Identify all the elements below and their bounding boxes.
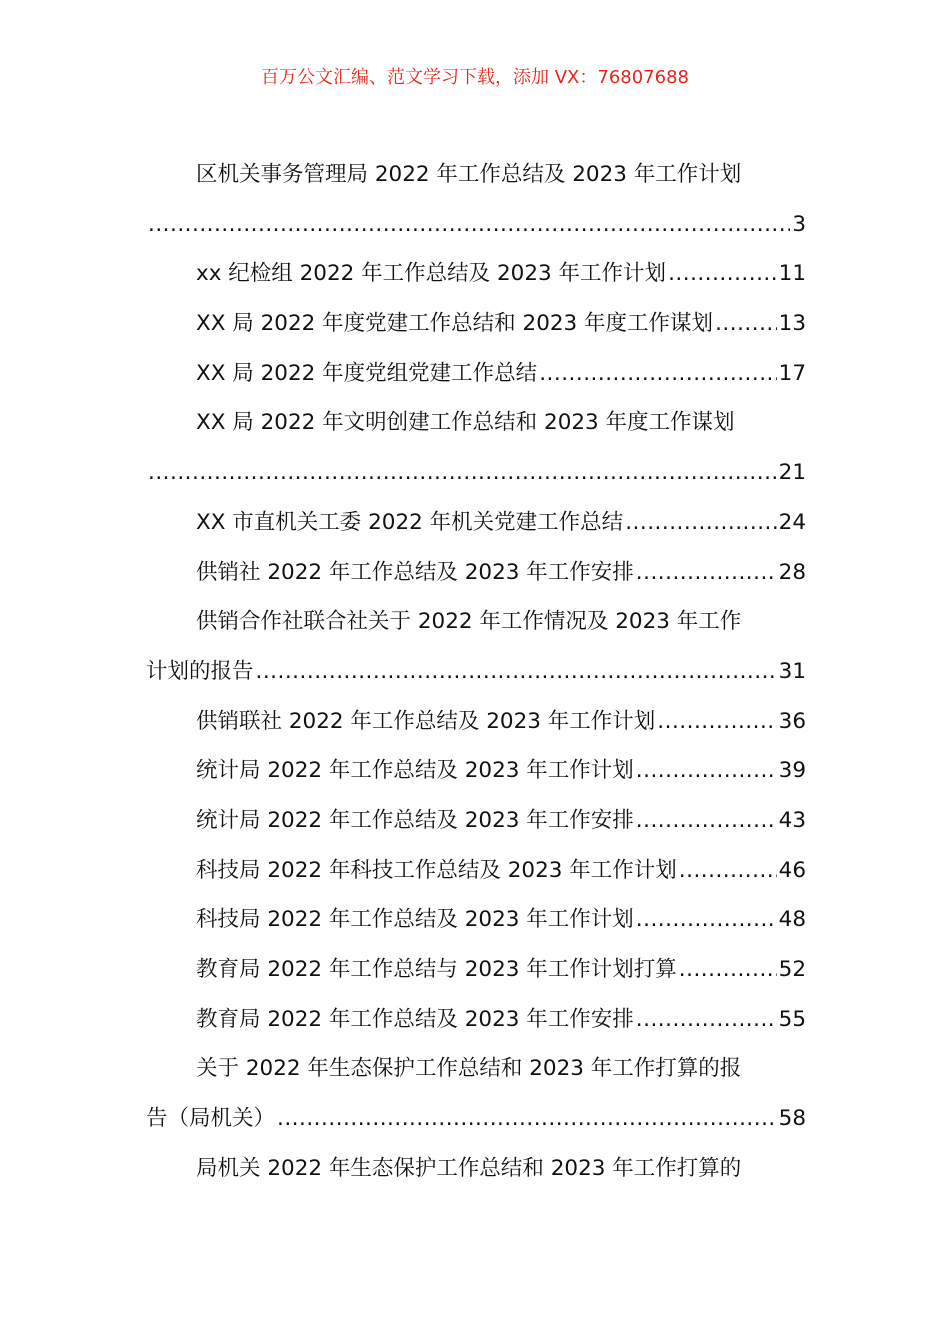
toc-entry[interactable] <box>146 349 806 399</box>
toc-page-number: 11 <box>778 261 806 287</box>
toc-page-number: 17 <box>778 360 806 386</box>
toc-entry-title <box>146 150 806 200</box>
toc-entry[interactable] <box>146 945 806 995</box>
toc-entry[interactable] <box>146 796 806 846</box>
toc-page-number: 55 <box>778 1006 806 1032</box>
toc-entry-title-line1: 局机关 2022 年生态保护工作总结和 2023 年工作打算的 <box>196 1155 742 1181</box>
header-watermark-text: 百万公文汇编、范文学习下载，添加 VX：76807688 <box>261 67 689 88</box>
toc-page-number: 31 <box>778 658 806 684</box>
toc-page-number: 36 <box>778 708 806 734</box>
toc-entry-title-line1: XX 局 2022 年文明创建工作总结和 2023 年度工作谋划 <box>196 410 735 436</box>
toc-entry-title-line1: 供销合作社联合社关于 2022 年工作情况及 2023 年工作 <box>196 609 742 635</box>
toc-dot-leader <box>679 846 777 896</box>
toc-entry-title: xx 纪检组 2022 年工作总结及 2023 年工作计划 <box>196 261 667 287</box>
toc-page-number: 58 <box>778 1106 806 1132</box>
toc-entry-title: XX 市直机关工委 2022 年机关党建工作总结 <box>196 509 624 535</box>
toc-entry-title: 教育局 2022 年工作总结与 2023 年工作计划打算 <box>196 957 677 982</box>
toc-entry[interactable] <box>146 697 806 747</box>
toc-entry-leader-line <box>146 200 806 250</box>
toc-page-number: 28 <box>778 559 806 585</box>
toc-entry-title <box>146 1044 806 1094</box>
toc-dot-leader <box>668 249 777 299</box>
toc-entry[interactable] <box>146 746 806 796</box>
toc-entry-title: 供销联社 2022 年工作总结及 2023 年工作计划 <box>196 708 656 734</box>
toc-entry-title <box>146 597 806 647</box>
toc-entry-title: 供销社 2022 年工作总结及 2023 年工作安排 <box>196 559 634 585</box>
toc-dot-leader <box>636 796 777 846</box>
toc-dot-leader <box>636 895 777 945</box>
toc-entry-title: 统计局 2022 年工作总结及 2023 年工作安排 <box>196 807 634 833</box>
toc-dot-leader <box>636 995 777 1045</box>
toc-page-number: 21 <box>778 460 806 486</box>
toc-dot-leader <box>625 498 776 548</box>
toc-entry[interactable] <box>146 498 806 548</box>
toc-entry-title-line1: 关于 2022 年生态保护工作总结和 2023 年工作打算的报 <box>196 1056 742 1082</box>
toc-dot-leader <box>277 1094 777 1144</box>
toc-entry[interactable] <box>146 846 806 896</box>
toc-dot-leader <box>148 200 790 250</box>
toc-entry[interactable] <box>146 249 806 299</box>
toc-page-number: 13 <box>778 311 806 337</box>
toc-page-number: 52 <box>778 957 806 982</box>
toc-entry-title <box>146 398 806 448</box>
toc-dot-leader <box>636 548 777 598</box>
table-of-contents <box>146 150 806 1193</box>
toc-entry-title: 科技局 2022 年科技工作总结及 2023 年工作计划 <box>196 857 677 883</box>
toc-entry[interactable] <box>146 299 806 349</box>
toc-entry[interactable] <box>146 150 806 249</box>
toc-dot-leader <box>679 945 777 995</box>
toc-dot-leader <box>256 647 777 697</box>
toc-entry[interactable] <box>146 548 806 598</box>
toc-page-number: 46 <box>778 857 806 883</box>
toc-entry-title: XX 局 2022 年度党组党建工作总结 <box>196 360 538 386</box>
toc-page-number: 48 <box>778 907 806 933</box>
toc-entry[interactable] <box>146 1044 806 1143</box>
toc-entry-title: 科技局 2022 年工作总结及 2023 年工作计划 <box>196 907 634 933</box>
toc-entry[interactable] <box>146 995 806 1045</box>
toc-dot-leader <box>636 746 777 796</box>
toc-dot-leader <box>148 448 777 498</box>
toc-entry-title: 统计局 2022 年工作总结及 2023 年工作计划 <box>196 758 634 784</box>
toc-dot-leader <box>657 697 776 747</box>
toc-entry-title-line2: 计划的报告 <box>146 658 254 684</box>
toc-page-number: 3 <box>792 211 806 237</box>
toc-dot-leader <box>715 299 777 349</box>
toc-page-number: 39 <box>778 758 806 784</box>
toc-entry-title: XX 局 2022 年度党建工作总结和 2023 年度工作谋划 <box>196 311 714 337</box>
toc-page-number: 43 <box>778 807 806 833</box>
toc-page-number: 24 <box>778 509 806 535</box>
toc-entry-title: 教育局 2022 年工作总结及 2023 年工作安排 <box>196 1006 634 1032</box>
toc-entry[interactable] <box>146 398 806 497</box>
toc-entry-title-line2: 告（局机关） <box>146 1106 276 1132</box>
toc-dot-leader <box>539 349 776 399</box>
toc-entry[interactable] <box>146 1144 806 1194</box>
toc-entry[interactable] <box>146 895 806 945</box>
toc-entry-title <box>146 1144 806 1194</box>
toc-entry[interactable] <box>146 597 806 696</box>
toc-entry-title-line1: 区机关事务管理局 2022 年工作总结及 2023 年工作计划 <box>196 162 742 187</box>
